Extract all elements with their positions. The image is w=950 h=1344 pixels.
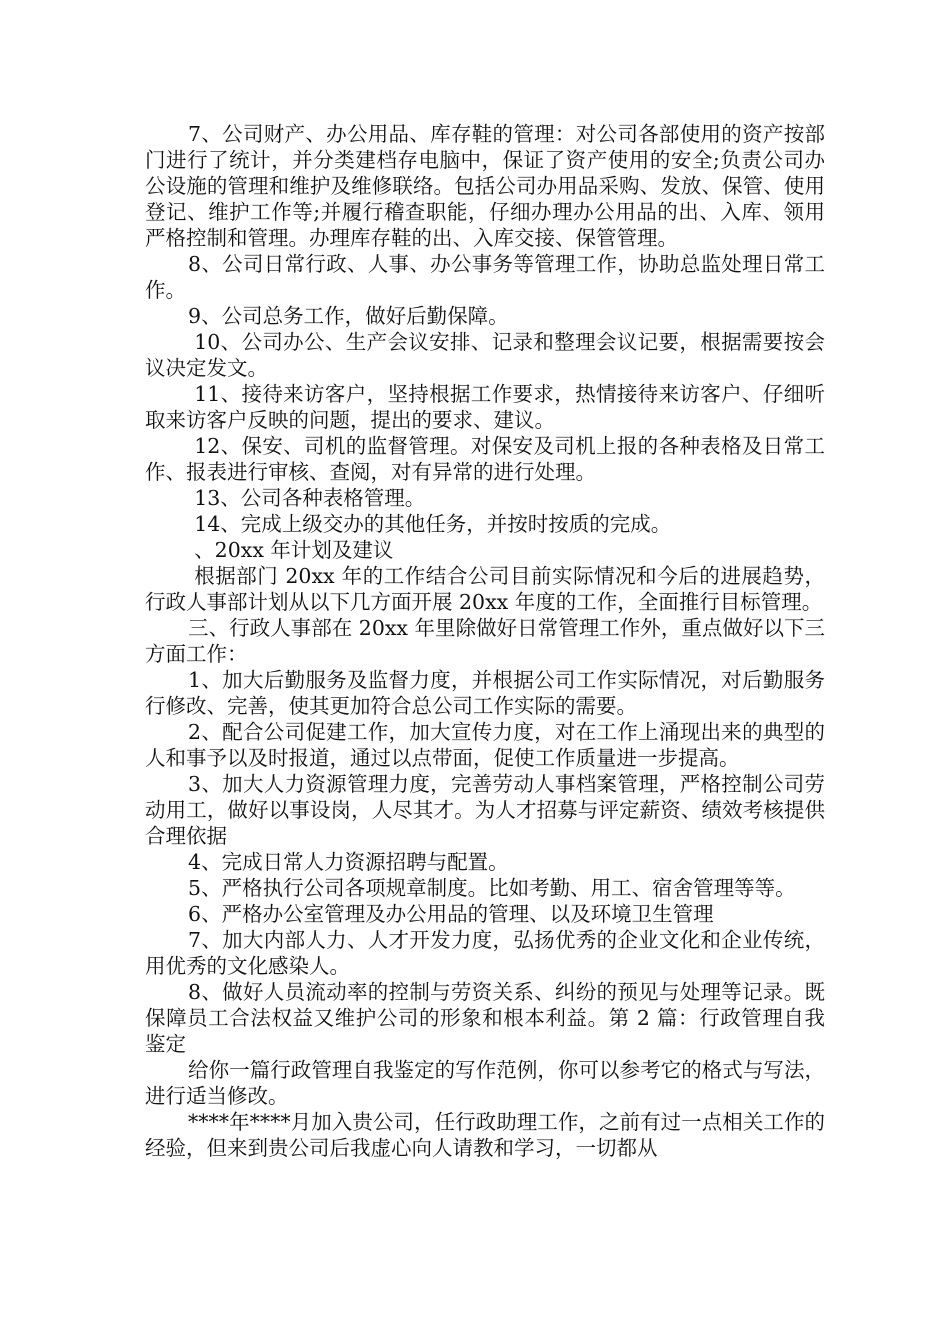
paragraph-plan-item-5: 5、严格执行公司各项规章制度。比如考勤、用工、宿舍管理等等。: [188, 876, 796, 900]
paragraph-item-13-forms: 13、公司各种表格管理。: [194, 486, 426, 510]
paragraph-plan-item-7: 7、加大内部人力、人才开发力度，弘扬优秀的企业文化和企业传统，用优秀的文化感染人。: [145, 928, 825, 978]
paragraph-item-10-meetings: 10、公司办公、生产会议安排、记录和整理会议记要，根据需要按会议决定发文。: [145, 330, 825, 380]
paragraph-item-7-assets: 7、公司财产、办公用品、库存鞋的管理：对公司各部使用的资产按部门进行了统计，并分类建档存电脑中，保证了资产使用的安全;负责公司办公设施的管理和维护及维修联络。包括公司办用品采购、发放、保管、使用登记、维护工作等;并履行稽查职能，仔细办理办公用品的出、入库、领用严格控制和管理。办理库存鞋的出、入库交接、保管管理。: [145, 122, 825, 250]
paragraph-item-12-security: 12、保安、司机的监督管理。对保安及司机上报的各种表格及日常工作、报表进行审核、查阅，对有异常的进行处理。: [145, 434, 825, 484]
section-heading-plan: 、20xx 年计划及建议: [194, 538, 394, 562]
paragraph-item-9-general-affairs: 9、公司总务工作，做好后勤保障。: [188, 304, 509, 328]
paragraph-plan-item-6: 6、严格办公室管理及办公用品的管理、以及环境卫生管理: [188, 902, 714, 926]
paragraph-item-8-daily-admin: 8、公司日常行政、人事、办公事务等管理工作，协助总监处理日常工作。: [145, 252, 825, 302]
paragraph-item-14-other-tasks: 14、完成上级交办的其他任务，并按时按质的完成。: [194, 512, 672, 536]
paragraph-plan-item-8: 8、做好人员流动率的控制与劳资关系、纠纷的预见与处理等记录。既保障员工合法权益又维护公司的形象和根本利益。第 2 篇：行政管理自我鉴定: [145, 980, 825, 1056]
paragraph-sample-intro: 给你一篇行政管理自我鉴定的写作范例，你可以参考它的格式与写法，进行适当修改。: [145, 1058, 825, 1108]
paragraph-plan-intro: 根据部门 20xx 年的工作结合公司目前实际情况和今后的进展趋势，行政人事部计划从以下几方面开展 20xx 年度的工作，全面推行目标管理。: [145, 564, 825, 614]
paragraph-plan-item-4: 4、完成日常人力资源招聘与配置。: [188, 850, 509, 874]
paragraph-plan-item-1: 1、加大后勤服务及监督力度，并根据公司工作实际情况，对后勤服务行修改、完善，使其更加符合总公司工作实际的需要。: [145, 668, 825, 718]
paragraph-self-appraisal-start: ****年****月加入贵公司，任行政助理工作，之前有过一点相关工作的经验，但来到贵公司后我虚心向人请教和学习，一切都从: [145, 1110, 825, 1160]
paragraph-item-11-visitors: 11、接待来访客户，坚持根据工作要求，热情接待来访客户、仔细听取来访客户反映的问题，提出的要求、建议。: [145, 382, 825, 432]
paragraph-plan-item-2: 2、配合公司促建工作，加大宣传力度，对在工作上涌现出来的典型的人和事予以及时报道，通过以点带面，促使工作质量进一步提高。: [145, 720, 825, 770]
paragraph-plan-item-3: 3、加大人力资源管理力度，完善劳动人事档案管理，严格控制公司劳动用工，做好以事设岗，人尽其才。为人才招募与评定薪资、绩效考核提供合理依据: [145, 772, 825, 848]
document-body: [145, 121, 825, 1161]
paragraph-section-three: 三、行政人事部在 20xx 年里除做好日常管理工作外，重点做好以下三方面工作：: [145, 616, 825, 666]
